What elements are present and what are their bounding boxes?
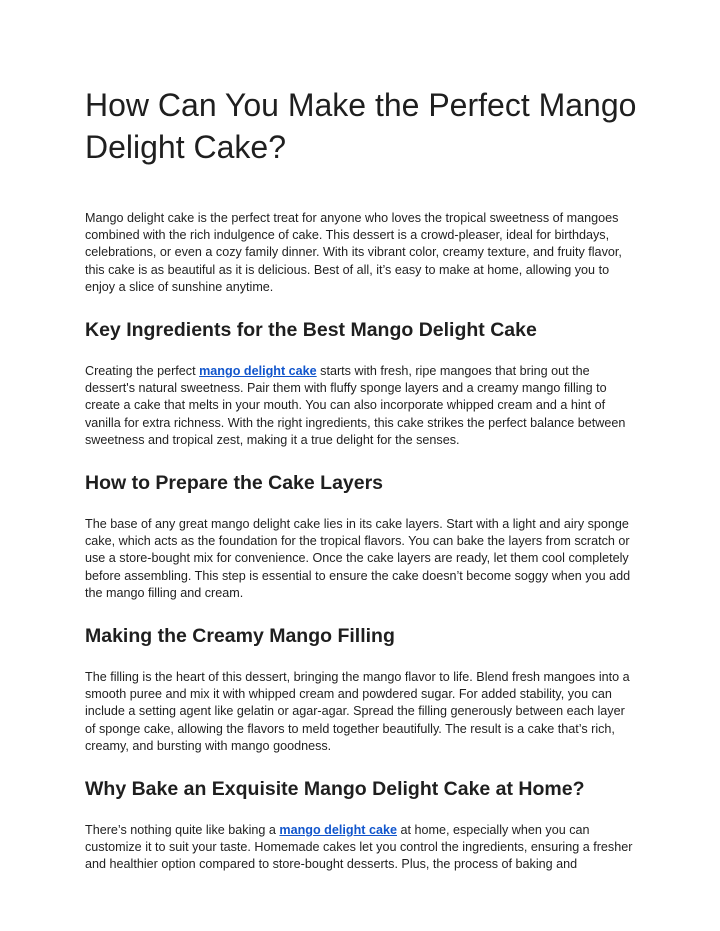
section-heading: How to Prepare the Cake Layers (85, 472, 384, 495)
section-paragraph: The base of any great mango delight cake lies in its cake layers. Start with a light and airy sponge cake, which acts as the foundation for the tropical flavors. You can bake the layers from scratch or use a store-bought mix for convenience. Once the cake layers are ready, let them cool completely before assembling. This step is essential to ensure the cake doesn’t become soggy when you add the mango filling and cream. (85, 517, 631, 600)
section-mango-filling (85, 623, 637, 755)
section-heading: Why Bake an Exquisite Mango Delight Cake at Home? (85, 778, 585, 801)
paragraph-text: starts with fresh, ripe mangoes that bring out the dessert's natural sweetness. Pair them with fluffy sponge layers and a creamy mango filling to create a cake that melts in your mouth. You can also incorporate whipped cream and a hint of vanilla for extra richness. With the right ingredients, this cake strikes the perfect balance between sweetness and tropical zest, making it a true delight for the senses. (85, 364, 626, 447)
section-paragraph: The filling is the heart of this dessert, bringing the mango flavor to life. Blend fresh mangoes into a smooth puree and mix it with whipped cream and powdered sugar. For added stability, you can include a setting agent like gelatin or agar-agar. Spread the filling generously between each layer of sponge cake, allowing the flavors to meld together beautifully. The result is a cake that’s rich, creamy, and bursting with mango goodness. (85, 670, 630, 753)
section-bake-at-home (85, 776, 637, 874)
section-cake-layers (85, 470, 637, 602)
section-key-ingredients (85, 317, 637, 449)
paragraph-text: There’s nothing quite like baking a (85, 823, 280, 838)
paragraph-text: Creating the perfect (85, 364, 200, 379)
mango-delight-cake-link[interactable]: mango delight cake (279, 823, 397, 838)
intro-paragraph: Mango delight cake is the perfect treat for anyone who loves the tropical sweetness of mangoes combined with the rich indulgence of cake. This dessert is a crowd-pleaser, ideal for birthdays, celebrations, or even a cozy family dinner. With its vibrant color, creamy texture, and fruity flavor, this cake is as beautiful as it is delicious. Best of all, it’s easy to make at home, allowing you to enjoy a slice of sunshine anytime. (85, 211, 622, 294)
section-paragraph (85, 822, 637, 874)
section-heading: Making the Creamy Mango Filling (85, 625, 395, 648)
page-title: How Can You Make the Perfect Mango Delight Cake? (85, 87, 637, 165)
paragraph-text: at home, especially when you can customize it to suit your taste. Homemade cakes let you control the ingredients, ensuring a fresher and healthier option compared to store-bought desserts. Plus, the process of baking and (85, 823, 633, 872)
mango-delight-cake-link[interactable]: mango delight cake (199, 364, 317, 379)
document-body (85, 84, 637, 895)
section-heading: Key Ingredients for the Best Mango Delight Cake (85, 319, 537, 342)
section-paragraph (85, 363, 637, 449)
